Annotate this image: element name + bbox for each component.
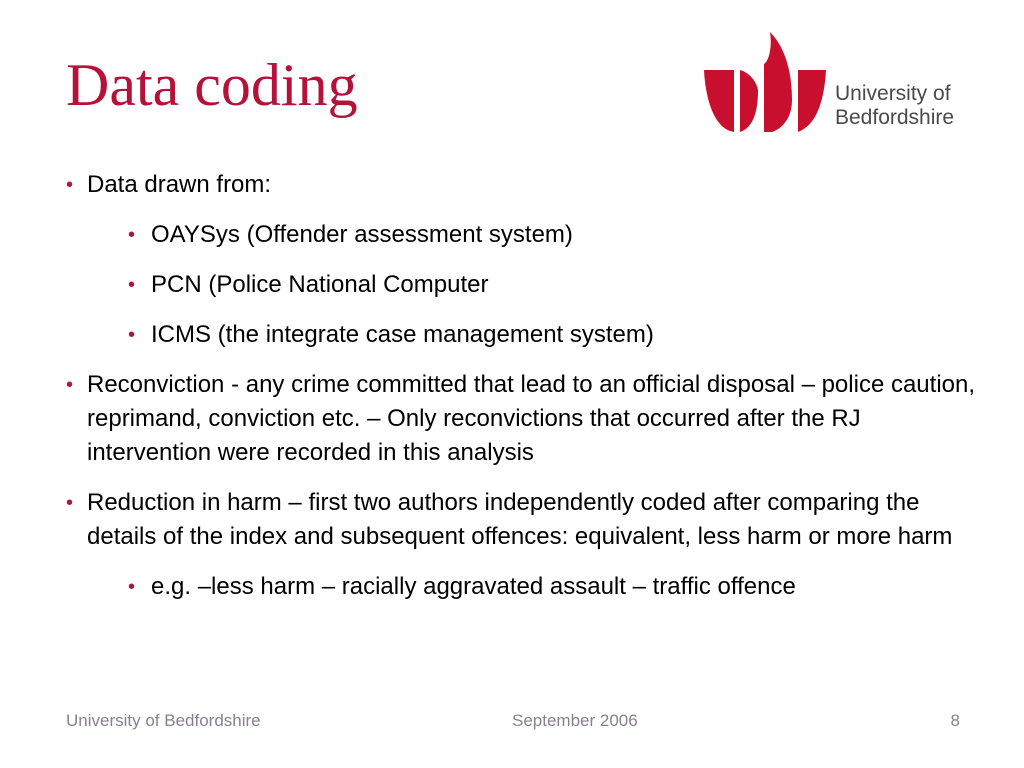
bullet-text: Reduction in harm – first two authors independently coded after comparing the details of the index and subsequent offences: equivalent, less harm or more harm: [87, 489, 953, 550]
bullet-icon: •: [128, 324, 136, 346]
footer-page-number: 8: [950, 711, 960, 730]
footer-date: September 2006: [512, 711, 638, 730]
bullet-icon: •: [66, 492, 74, 514]
bullet-item: [62, 368, 982, 470]
bullet-text: ICMS (the integrate case management system): [151, 321, 654, 348]
logo-text-line-2: Bedfordshire: [835, 106, 955, 129]
sub-bullet-item: [62, 570, 982, 604]
sub-bullet-item: [62, 318, 982, 352]
bullet-text: OAYSys (Offender assessment system): [151, 221, 573, 248]
university-crest-icon: [700, 30, 830, 140]
bullet-icon: •: [128, 576, 136, 598]
sub-bullet-item: [62, 268, 982, 302]
bullet-list: [62, 168, 982, 620]
slide-title: Data coding: [66, 52, 358, 118]
footer-organization: University of Bedfordshire: [66, 711, 261, 730]
bullet-item: [62, 486, 982, 554]
bullet-icon: •: [128, 274, 136, 296]
bullet-text: PCN (Police National Computer: [151, 271, 489, 298]
logo-text-line-1: University of: [835, 82, 951, 105]
bullet-text: e.g. –less harm – racially aggravated assault – traffic offence: [151, 573, 796, 600]
bullet-text: Data drawn from:: [87, 171, 272, 198]
university-logo: [700, 30, 970, 140]
bullet-item: [62, 168, 982, 202]
sub-bullet-item: [62, 218, 982, 252]
bullet-text: Reconviction - any crime committed that lead to an official disposal – police caution, reprimand, conviction etc. – Only reconvictions that occurred after the RJ intervention were recorded in this analysis: [87, 371, 976, 466]
bullet-icon: •: [66, 374, 74, 396]
logo-text: [835, 82, 954, 130]
bullet-icon: •: [128, 224, 136, 246]
bullet-icon: •: [66, 174, 74, 196]
